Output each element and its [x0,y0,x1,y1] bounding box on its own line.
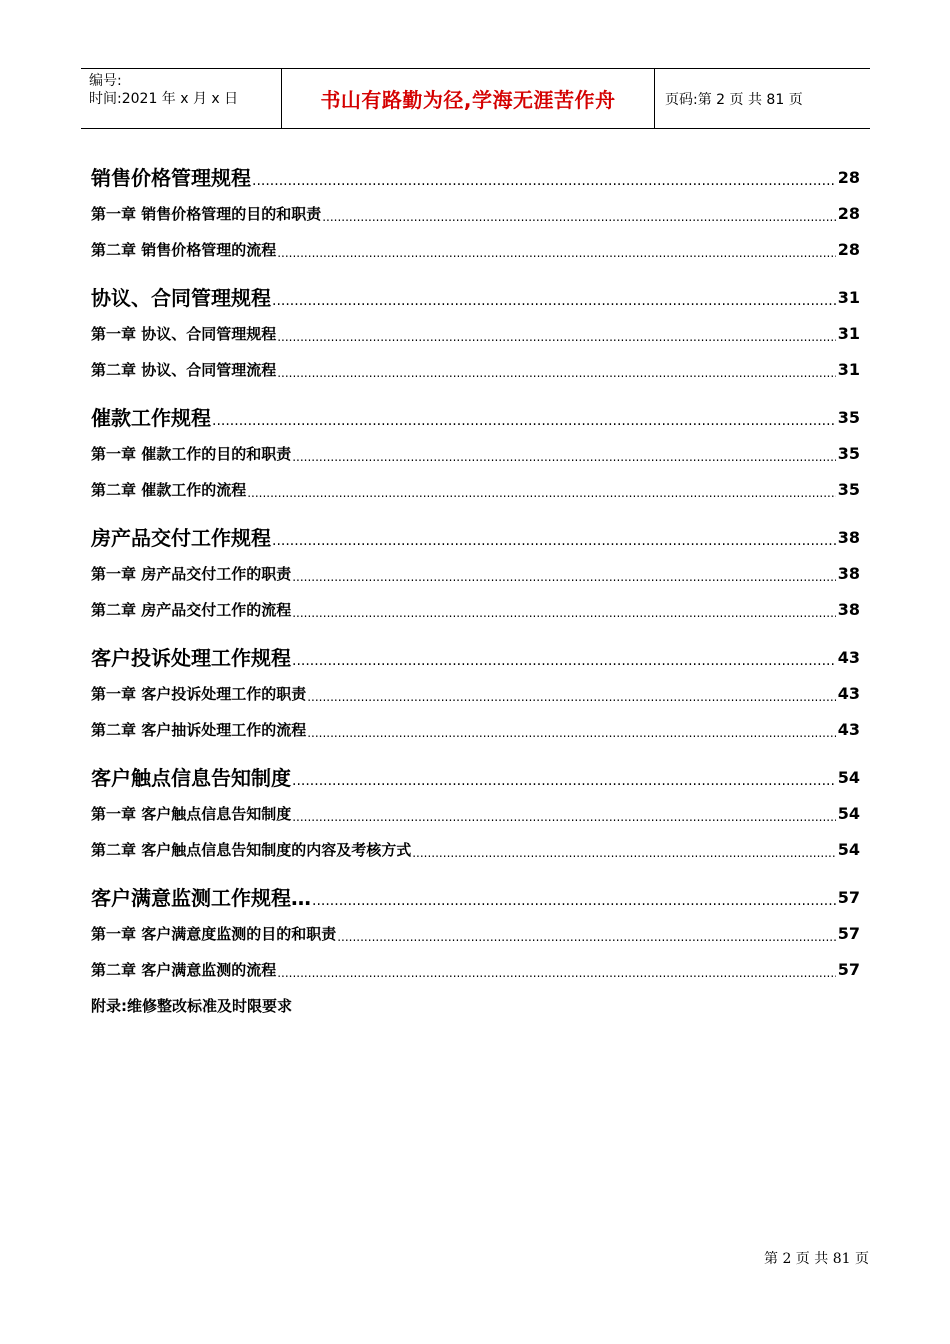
dot-leader [292,766,836,796]
toc-section-title: 销售价格管理规程 [91,166,251,190]
toc-chapter[interactable] [91,676,860,712]
dot-leader [292,562,836,592]
toc-chapter[interactable] [91,832,860,868]
dot-leader [412,838,836,868]
page-header [81,68,870,129]
toc-section[interactable] [91,160,860,196]
toc-page-number: 28 [837,168,860,187]
document-number-label: 编号: [89,73,122,89]
toc-page-number: 38 [837,528,860,547]
toc-chapter[interactable] [91,352,860,388]
toc-chapter[interactable] [91,472,860,508]
dot-leader [292,598,836,628]
dot-leader [277,958,836,988]
toc-section[interactable] [91,880,860,916]
document-time-label: 时间:2021 年 x 月 x 日 [89,91,239,107]
toc-chapter-title: 第二章 协议、合同管理流程 [91,361,277,379]
dot-leader [277,358,836,388]
toc-chapter[interactable] [91,556,860,592]
toc-chapter-title: 第一章 协议、合同管理规程 [91,325,277,343]
dot-leader [322,202,836,232]
toc-chapter[interactable] [91,436,860,472]
dot-leader [272,286,836,316]
toc-page-number: 31 [837,360,860,379]
toc-chapter[interactable] [91,232,860,268]
toc-page-number: 35 [837,444,860,463]
toc-page-number: 43 [837,720,860,739]
toc-section[interactable] [91,280,860,316]
dot-leader [277,322,836,352]
dot-leader [272,526,836,556]
dot-leader [307,718,836,748]
toc-page-number: 35 [837,408,860,427]
dot-leader [277,238,836,268]
toc-section-title: 客户投诉处理工作规程 [91,646,291,670]
toc-section[interactable] [91,640,860,676]
dot-leader [212,406,836,436]
toc-page-number: 38 [837,600,860,619]
toc-chapter-title: 第二章 销售价格管理的流程 [91,241,277,259]
table-of-contents [91,160,860,1024]
toc-chapter-title: 第一章 房产品交付工作的职责 [91,565,292,583]
toc-section-title: 客户满意监测工作规程… [91,886,311,910]
toc-page-number: 28 [837,240,860,259]
toc-chapter-title: 第一章 催款工作的目的和职责 [91,445,292,463]
toc-page-number: 54 [837,768,860,787]
toc-section-title: 协议、合同管理规程 [91,286,271,310]
toc-chapter-title: 第一章 客户满意度监测的目的和职责 [91,925,337,943]
toc-section-title: 房产品交付工作规程 [91,526,271,550]
toc-chapter[interactable] [91,916,860,952]
toc-page-number: 54 [837,804,860,823]
toc-section[interactable] [91,520,860,556]
header-meta [81,69,282,128]
dot-leader [292,802,836,832]
toc-appendix[interactable]: 附录:维修整改标准及时限要求 [91,997,292,1015]
toc-section[interactable] [91,760,860,796]
toc-chapter[interactable] [91,796,860,832]
toc-section-title: 催款工作规程 [91,406,211,430]
toc-chapter-title: 第一章 销售价格管理的目的和职责 [91,205,322,223]
toc-page-number: 31 [837,324,860,343]
toc-page-number: 57 [837,924,860,943]
dot-leader [312,886,836,916]
toc-chapter[interactable] [91,316,860,352]
header-slogan: 书山有路勤为径,学海无涯苦作舟 [282,69,655,128]
toc-page-number: 57 [837,960,860,979]
dot-leader [292,646,836,676]
toc-page-number: 35 [837,480,860,499]
toc-section-title: 客户触点信息告知制度 [91,766,291,790]
toc-chapter-title: 第二章 客户抽诉处理工作的流程 [91,721,307,739]
toc-page-number: 28 [837,204,860,223]
toc-page-number: 43 [837,648,860,667]
toc-page-number: 57 [837,888,860,907]
page-footer: 第 2 页 共 81 页 [764,1251,869,1267]
toc-section[interactable] [91,400,860,436]
dot-leader [307,682,836,712]
dot-leader [292,442,836,472]
toc-chapter-title: 第二章 催款工作的流程 [91,481,247,499]
toc-chapter[interactable] [91,196,860,232]
toc-chapter-title: 第二章 客户满意监测的流程 [91,961,277,979]
dot-leader [252,166,836,196]
dot-leader [247,478,836,508]
toc-page-number: 43 [837,684,860,703]
header-page-info: 页码:第 2 页 共 81 页 [665,91,803,108]
toc-chapter[interactable] [91,592,860,628]
toc-chapter-title: 第一章 客户触点信息告知制度 [91,805,292,823]
toc-page-number: 54 [837,840,860,859]
toc-chapter-title: 第二章 客户触点信息告知制度的内容及考核方式 [91,841,412,859]
dot-leader [337,922,836,952]
toc-chapter[interactable] [91,952,860,988]
toc-chapter-title: 第二章 房产品交付工作的流程 [91,601,292,619]
toc-chapter[interactable] [91,712,860,748]
toc-chapter-title: 第一章 客户投诉处理工作的职责 [91,685,307,703]
toc-page-number: 31 [837,288,860,307]
toc-page-number: 38 [837,564,860,583]
